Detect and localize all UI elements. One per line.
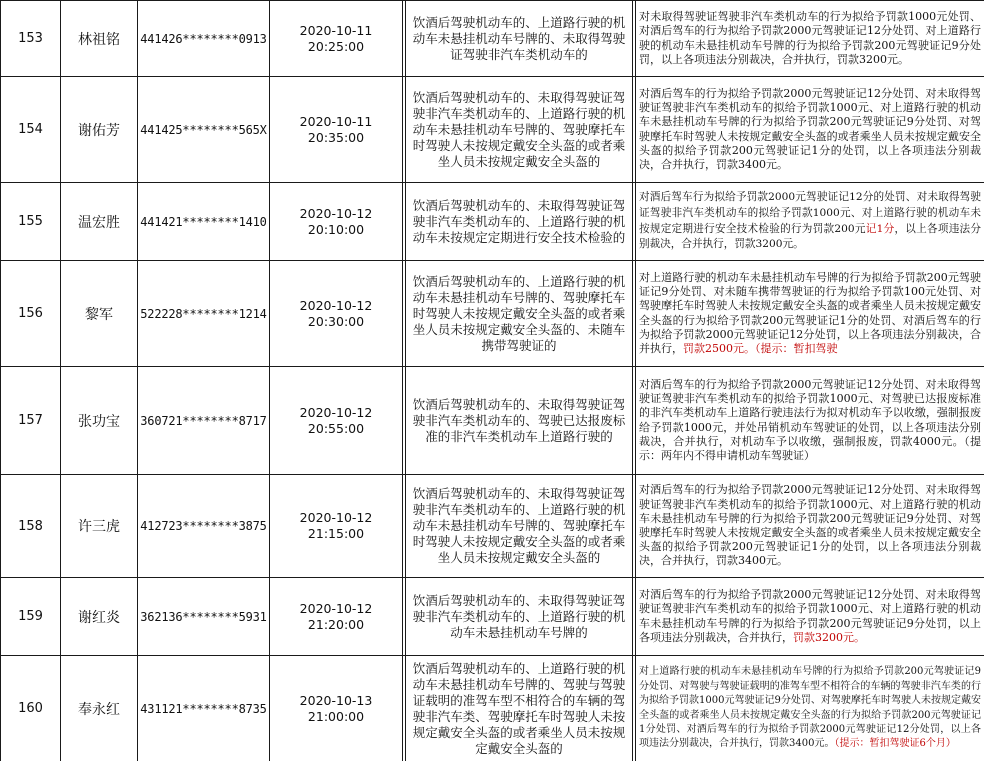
table-row[interactable] xyxy=(1,578,984,656)
violation-datetime[interactable] xyxy=(270,77,403,183)
id-number[interactable]: 360721********8717 xyxy=(138,367,270,475)
penalty-text: 对酒后驾车的行为拟给予罚款2000元驾驶证记12分处罚、对未取得驾驶证驾驶非汽车类机动车的拟给予罚款1000元、对上道路行驶的机动车未悬挂机动车号牌的行为拟给予罚款200元驾驶证记9分处罚，以上各项违法分别裁决，合并执行， xyxy=(639,588,981,644)
violation-datetime[interactable] xyxy=(270,475,403,578)
penalty-text: 对未取得驾驶证驾驶非汽车类机动车的行为拟给予罚款1000元处罚、对酒后驾车的行为拟给予罚款2000元驾驶证记12分处罚、对上道路行驶的机动车未悬挂机动车号牌的行为拟给予罚款200元驾驶证记9分处罚，以上各项违法分别裁决，合并执行，罚款3200元。 xyxy=(639,10,981,66)
violation-datetime[interactable] xyxy=(270,656,403,761)
violation-description[interactable]: 饮酒后驾驶机动车的、上道路行驶的机动车未悬挂机动车号牌的、驾驶与驾驶证载明的准驾车型不相符合的车辆的驾驶非汽车类、驾驶摩托车时驾驶人未按规定戴安全头盔的或者乘坐人员未按规定戴安全头盔的 xyxy=(406,656,633,761)
penalty-text: 对酒后驾车的行为拟给予罚款2000元驾驶证记12分处罚、对未取得驾驶证驾驶非汽车类机动车的拟给予罚款1000元、对驾驶已达报废标准的非汽车类机动车上道路行驶违法行为拟对机动车予以收缴，强制报废给予罚款1000元，并处吊销机动车驾驶证的处罚，以上各项违法分别裁决，合并执行，对机动车予以收缴，强制报废，罚款4000元。（提示：两年内不得申请机动车驾驶证） xyxy=(639,377,981,462)
id-number[interactable]: 431121********8735 xyxy=(138,656,270,761)
penalty-note: 罚款2500元。（提示：暂扣驾驶 xyxy=(683,341,838,355)
penalty-decision[interactable] xyxy=(636,367,984,475)
penalty-decision[interactable] xyxy=(636,475,984,578)
id-number[interactable]: 522228********1214 xyxy=(138,261,270,367)
violation-date: 2020-10-11 xyxy=(299,113,373,129)
id-number[interactable]: 412723********3875 xyxy=(138,475,270,578)
violation-time: 21:15:00 xyxy=(307,526,365,541)
table-row[interactable] xyxy=(1,261,984,367)
row-number[interactable]: 157 xyxy=(1,367,61,475)
row-number[interactable]: 158 xyxy=(1,475,61,578)
table-row[interactable] xyxy=(1,367,984,475)
violation-time: 20:10:00 xyxy=(307,221,365,237)
penalty-decision[interactable] xyxy=(636,578,984,656)
violation-time: 20:35:00 xyxy=(307,129,365,145)
violation-description[interactable]: 饮酒后驾驶机动车的、未取得驾驶证驾驶非汽车类机动车的、上道路行驶的机动车未悬挂机动车号牌的 xyxy=(406,578,633,656)
violation-date: 2020-10-12 xyxy=(299,510,373,525)
violation-time: 20:55:00 xyxy=(307,420,365,436)
id-number[interactable]: 441426********0913 xyxy=(138,1,270,77)
violation-description[interactable]: 饮酒后驾驶机动车的、未取得驾驶证驾驶非汽车类机动车的、驾驶已达报废标准的非汽车类机动车上道路行驶的 xyxy=(406,367,633,475)
penalty-decision[interactable] xyxy=(636,261,984,367)
violation-time: 20:25:00 xyxy=(307,38,365,54)
row-number[interactable]: 160 xyxy=(1,656,61,761)
violation-description[interactable]: 饮酒后驾驶机动车的、未取得驾驶证驾驶非汽车类机动车的、上道路行驶的机动车未按规定定期进行安全技术检验的 xyxy=(406,183,633,261)
person-name[interactable]: 温宏胜 xyxy=(61,183,138,261)
row-number[interactable]: 159 xyxy=(1,578,61,656)
violation-time: 20:30:00 xyxy=(307,313,365,329)
violation-date: 2020-10-11 xyxy=(299,22,373,38)
penalty-decision[interactable] xyxy=(636,77,984,183)
violation-description[interactable]: 饮酒后驾驶机动车的、未取得驾驶证驾驶非汽车类机动车的、上道路行驶的机动车未悬挂机动车号牌的、驾驶摩托车时驾驶人未按规定戴安全头盔的或者乘坐人员未按规定戴安全头盔的 xyxy=(406,475,633,578)
person-name[interactable]: 谢佑芳 xyxy=(61,77,138,183)
penalty-highlight: 记1分 xyxy=(865,222,895,235)
violation-datetime[interactable] xyxy=(270,1,403,77)
violation-description[interactable]: 饮酒后驾驶机动车的、未取得驾驶证驾驶非汽车类机动车的、上道路行驶的机动车未悬挂机动车号牌的、驾驶摩托车时驾驶人未按规定戴安全头盔的或者乘坐人员未按规定戴安全头盔的 xyxy=(406,77,633,183)
violation-date: 2020-10-12 xyxy=(299,205,373,221)
table-row[interactable] xyxy=(1,656,984,761)
person-name[interactable]: 张功宝 xyxy=(61,367,138,475)
penalty-decision[interactable] xyxy=(636,1,984,77)
penalty-text: 对酒后驾车的行为拟给予罚款2000元驾驶证记12分处罚、对未取得驾驶证驾驶非汽车类机动车的拟给予罚款1000元、对上道路行驶的机动车未悬挂机动车号牌的行为拟给予罚款200元驾驶证记9分处罚、对驾驶摩托车时驾驶人未按规定戴安全头盔的或者乘坐人员未按规定戴安全头盔的拟给予罚款200元驾驶证记1分的处罚，以上各项违法分别裁决，合并执行，罚款3400元。 xyxy=(639,86,981,171)
violation-time: 21:20:00 xyxy=(307,616,365,632)
violation-datetime[interactable] xyxy=(270,183,403,261)
person-name[interactable]: 奉永红 xyxy=(61,656,138,761)
penalty-decision[interactable] xyxy=(636,656,984,761)
violation-description[interactable]: 饮酒后驾驶机动车的、上道路行驶的机动车未悬挂机动车号牌的、驾驶摩托车时驾驶人未按规定戴安全头盔的或者乘坐人员未按规定戴安全头盔的、未随车携带驾驶证的 xyxy=(406,261,633,367)
table-row[interactable] xyxy=(1,183,984,261)
violation-date: 2020-10-12 xyxy=(299,297,373,313)
row-number[interactable]: 155 xyxy=(1,183,61,261)
violation-datetime[interactable] xyxy=(270,261,403,367)
id-number[interactable]: 441425********565X xyxy=(138,77,270,183)
penalty-text: 对酒后驾车行为拟给予罚款2000元驾驶证记12分的处罚、对未取得驾驶证驾驶非汽车类机动车的拟给予罚款1000元、对上道路行驶的机动车未按规定定期进行安全技术检验的行为罚款200元 xyxy=(639,191,981,235)
row-number[interactable]: 156 xyxy=(1,261,61,367)
id-number[interactable]: 441421********1410 xyxy=(138,183,270,261)
penalty-decision[interactable] xyxy=(636,183,984,261)
violation-description[interactable]: 饮酒后驾驶机动车的、上道路行驶的机动车未悬挂机动车号牌的、未取得驾驶证驾驶非汽车类机动车的 xyxy=(406,1,633,77)
person-name[interactable]: 黎军 xyxy=(61,261,138,367)
violation-datetime[interactable] xyxy=(270,367,403,475)
table-row[interactable] xyxy=(1,77,984,183)
violation-date: 2020-10-13 xyxy=(299,692,373,708)
penalty-note: 罚款3200元。 xyxy=(793,630,865,644)
table-row[interactable] xyxy=(1,1,984,77)
row-number[interactable]: 154 xyxy=(1,77,61,183)
penalty-text: 对酒后驾车的行为拟给予罚款2000元驾驶证记12分处罚、对未取得驾驶证驾驶非汽车类机动车的拟给予罚款1000元、对上道路行驶的机动车未悬挂机动车号牌的行为拟给予罚款200元驾驶证记9分处罚、对驾驶摩托车时驾驶人未按规定戴安全头盔的或者乘坐人员未按规定戴安全头盔的拟给予罚款200元驾驶证记1分的处罚，以上各项违法分别裁决，合并执行，罚款3400元。 xyxy=(639,483,981,568)
table-row[interactable] xyxy=(1,475,984,578)
violation-date: 2020-10-12 xyxy=(299,600,373,616)
penalty-text: 对上道路行驶的机动车未悬挂机动车号牌的行为拟给予罚款200元驾驶证记9分处罚、对未随车携带驾驶证的行为拟给予罚款100元处罚、对驾驶摩托车时驾驶人未按规定戴安全头盔的或者乘坐人员未按规定戴安全头盔的行为拟给予罚款200元驾驶证记1分的处罚、对酒后驾车的行为拟给予罚款2000元驾驶证记12分处罚，以上各项违法分别裁决，合并执行， xyxy=(639,270,981,355)
person-name[interactable]: 林祖铭 xyxy=(61,1,138,77)
row-number[interactable]: 153 xyxy=(1,1,61,77)
penalty-text-end: ，以上各项违法分别裁决，合并执行，罚款3200元。 xyxy=(639,222,982,251)
person-name[interactable]: 谢红炎 xyxy=(61,578,138,656)
penalty-note: （提示：暂扣驾驶证6个月） xyxy=(834,738,956,750)
violation-time: 21:00:00 xyxy=(307,708,365,724)
violation-datetime[interactable] xyxy=(270,578,403,656)
violation-date: 2020-10-12 xyxy=(299,404,373,420)
person-name[interactable]: 许三虎 xyxy=(61,475,138,578)
id-number[interactable]: 362136********5931 xyxy=(138,578,270,656)
penalty-text: 对上道路行驶的机动车未悬挂机动车号牌的行为拟给予罚款200元驾驶证记9分处罚、对驾驶与驾驶证载明的准驾车型不相符合的车辆的驾驶非汽车类的行为拟给予罚款1000元驾驶证记9分处罚、对驾驶摩托车时驾驶人未按规定戴安全头盔的或者乘坐人员未按规定戴安全头盔的行为拟给予罚款200元驾驶证记1分处罚、对酒后驾车的行为拟给予罚款2000元驾驶证记12分处罚，以上各项违法分别裁决，合并执行，罚款3400元。 xyxy=(639,666,981,750)
